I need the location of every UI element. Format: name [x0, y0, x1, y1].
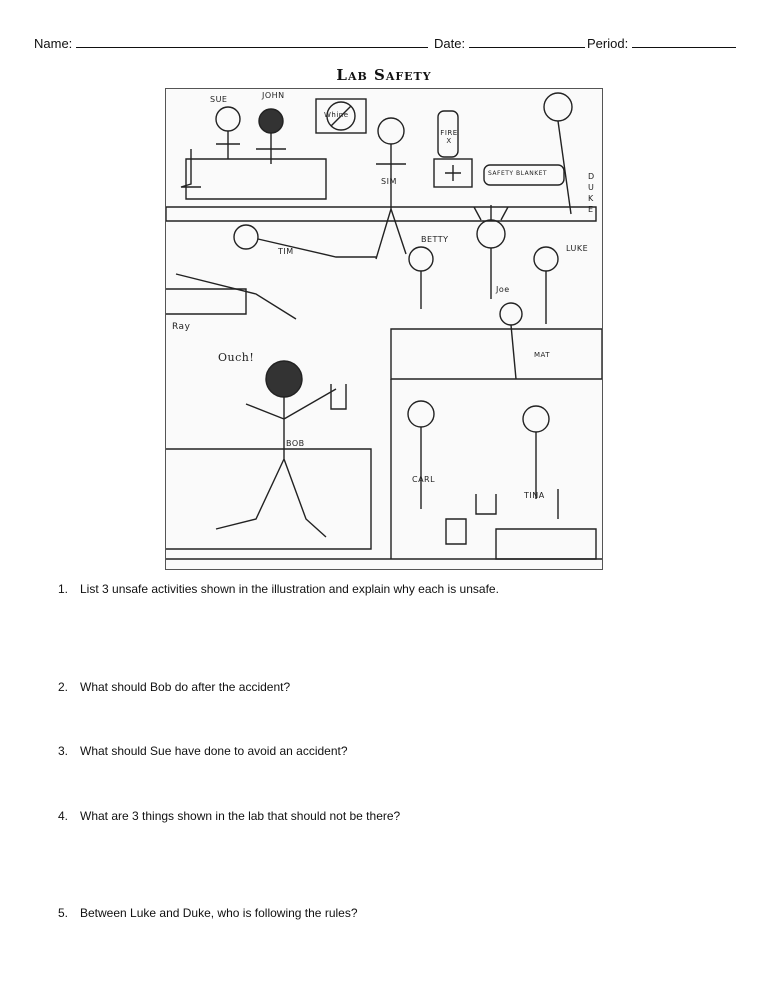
worksheet-header [0, 34, 768, 54]
period-label: Period: [587, 36, 629, 51]
label-sim: SIM [381, 177, 397, 186]
date-field[interactable] [434, 34, 585, 51]
label-john: JOHN [262, 91, 285, 100]
name-field[interactable] [34, 34, 428, 51]
question-number: 4. [58, 809, 69, 823]
question-3 [58, 744, 348, 758]
question-5 [58, 906, 358, 920]
page-title: Lab Safety [336, 66, 432, 84]
label-ray: Ray [172, 322, 191, 332]
period-field[interactable] [587, 34, 736, 51]
label-no-whine-sign: Whine [324, 111, 349, 119]
question-1 [58, 582, 499, 596]
question-2 [58, 680, 290, 694]
label-mat: MAT [534, 351, 551, 359]
label-fire-extinguisher: FIRE X [440, 129, 458, 145]
period-blank-line[interactable] [632, 34, 736, 48]
question-text: What should Sue have done to avoid an accident? [80, 744, 348, 758]
label-luke: LUKE [566, 244, 589, 253]
label-tina: TINA [524, 491, 545, 500]
label-tim: TIM [278, 247, 294, 256]
date-label: Date: [434, 36, 466, 51]
label-joe: Joe [496, 285, 510, 294]
question-4 [58, 809, 400, 823]
label-sue: SUE [210, 95, 228, 104]
label-bob: BOB [286, 439, 305, 448]
name-blank-line[interactable] [76, 34, 428, 48]
question-number: 5. [58, 906, 69, 920]
name-label: Name: [34, 36, 73, 51]
lab-safety-illustration [165, 88, 603, 570]
question-number: 2. [58, 680, 69, 694]
label-duke: DUKE [588, 172, 595, 214]
label-carl: CARL [412, 475, 436, 484]
question-number: 1. [58, 582, 69, 596]
question-text: What should Bob do after the accident? [80, 680, 291, 694]
label-safety-blanket: SAFETY BLANKET [488, 170, 548, 177]
question-number: 3. [58, 744, 69, 758]
question-text: List 3 unsafe activities shown in the illustration and explain why each is unsafe. [80, 582, 499, 596]
question-text: Between Luke and Duke, who is following the rules? [80, 906, 358, 920]
label-ouch: Ouch! [218, 351, 255, 364]
date-blank-line[interactable] [469, 34, 585, 48]
question-text: What are 3 things shown in the lab that should not be there? [80, 809, 401, 823]
label-betty: BETTY [421, 235, 449, 244]
